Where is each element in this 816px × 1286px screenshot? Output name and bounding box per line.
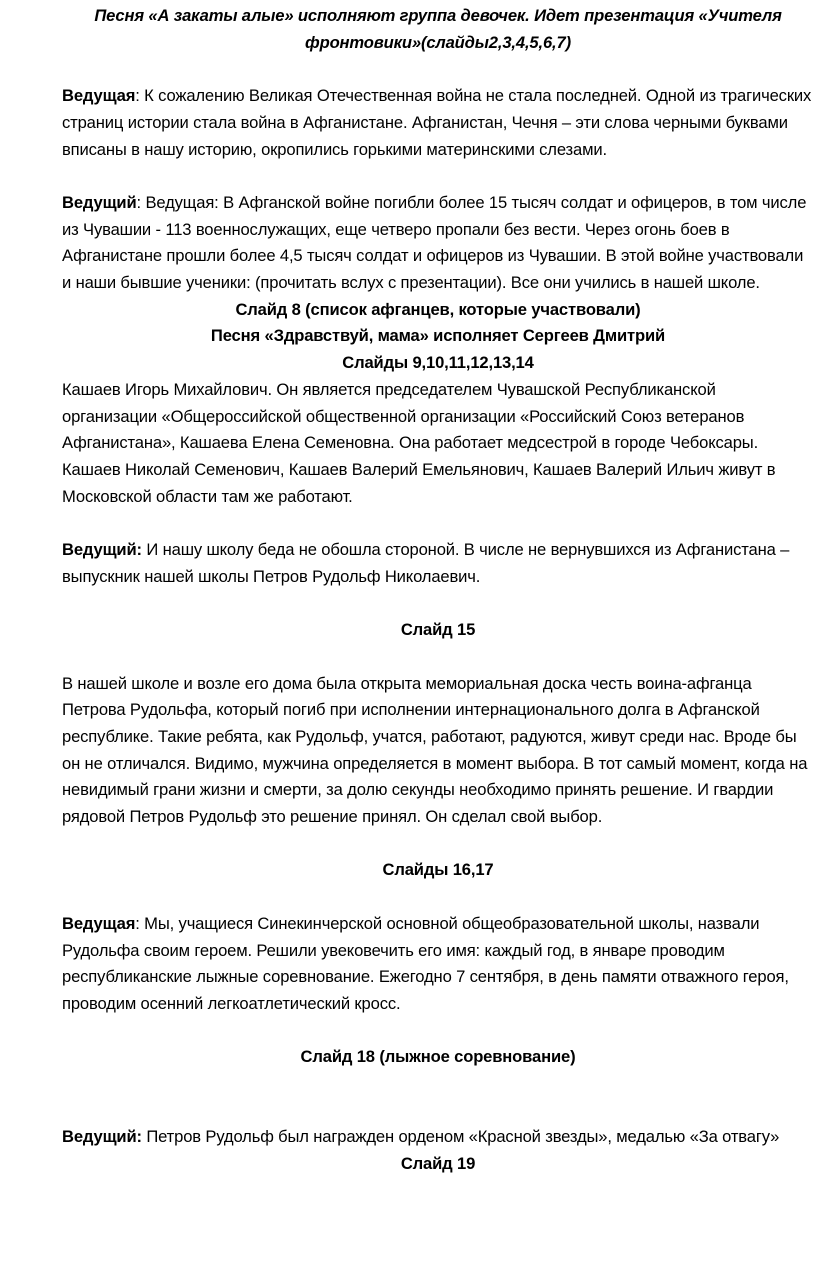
paragraph-5: В нашей школе и возле его дома была открыта мемориальная доска честь воина-афганца Петрова Рудольфа, который погиб при исполнении интернационального долга в Афганской республике. Такие ребята, как Рудольф, учатся, работают, радуются, живут среди нас. Вроде бы он не отличался. Видимо, мужчина определяется в момент выбора. В тот самый момент, когда на невидимый грани жизни и смерти, за долю секунды необходимо принять решение. И гвардии рядовой Петров Рудольф это решение принял. Он сделал свой выбор. bbox=[62, 673, 808, 827]
slide-15-heading: Слайд 15 bbox=[400, 620, 476, 640]
speaker-label: Ведущий: bbox=[62, 540, 142, 560]
document-page bbox=[62, 0, 814, 1178]
paragraph-7 bbox=[62, 1124, 814, 1151]
slides-16-17-heading: Слайды 16,17 bbox=[382, 860, 494, 880]
spacer bbox=[62, 56, 814, 83]
spacer bbox=[62, 1098, 814, 1125]
intro-heading: Песня «А закаты алые» исполняют группа девочек. Идет презентация «Учителя фронтовики»(слайды2,3,4,5,6,7) bbox=[94, 6, 782, 52]
slide-18-heading: Слайд 18 (лыжное соревнование) bbox=[300, 1047, 576, 1067]
slide-19-heading: Слайд 19 bbox=[400, 1154, 476, 1174]
paragraph-4 bbox=[62, 537, 814, 590]
speaker-label: Ведущий bbox=[62, 192, 137, 212]
speaker-label: Ведущая bbox=[62, 913, 136, 933]
paragraph-text: И нашу школу беда не обошла стороной. В числе не вернувшихся из Афганистана – выпускник нашей школы Петров Рудольф Николаевич. bbox=[62, 540, 790, 586]
paragraph-text: : Ведущая: В Афганской войне погибли более 15 тысяч солдат и офицеров, в том числе из Чувашии - 113 военнослужащих, еще четверо пропали без вести. Через огонь боев в Афганистане прошли более 4,5 тысяч солдат и офицеров из Чувашии. В этой войне участвовали и наши бывшие ученики: (прочитать вслух с презентации). Все они учились в нашей школе. bbox=[62, 192, 807, 292]
paragraph-3: Кашаев Игорь Михайлович. Он является председателем Чувашской Республиканской организации «Общероссийской общественной организации «Российский Союз ветеранов Афганистана», Кашаева Елена Семеновна. Она работает медсестрой в городе Чебоксары. Кашаев Николай Семенович, Кашаев Валерий Емельянович, Кашаев Валерий Ильич живут в Московской области там же работают. bbox=[62, 379, 776, 506]
song-heading: Песня «Здравствуй, мама» исполняет Сергеев Дмитрий bbox=[210, 326, 666, 346]
slides-9-14-heading: Слайды 9,10,11,12,13,14 bbox=[342, 353, 534, 373]
paragraph-2 bbox=[62, 190, 814, 297]
paragraph-text: Петров Рудольф был награжден орденом «Красной звезды», медалью «За отвагу» bbox=[141, 1127, 780, 1147]
spacer bbox=[62, 510, 814, 537]
speaker-label: Ведущий: bbox=[62, 1127, 142, 1147]
paragraph-6 bbox=[62, 911, 814, 1018]
spacer bbox=[62, 884, 814, 911]
speaker-label: Ведущая bbox=[62, 86, 136, 106]
slide-8-heading: Слайд 8 (список афганцев, которые участвовали) bbox=[235, 299, 641, 319]
spacer bbox=[62, 831, 814, 858]
paragraph-text: : Мы, учащиеся Синекинчерской основной общеобразовательной школы, назвали Рудольфа своим героем. Решили увековечить его имя: каждый год, в январе проводим республиканские лыжные соревнование. Ежегодно 7 сентября, в день памяти отважного героя, проводим осенний легкоатлетический кросс. bbox=[62, 913, 789, 1013]
spacer bbox=[62, 590, 814, 617]
paragraph-text: : К сожалению Великая Отечественная война не стала последней. Одной из трагических страниц истории стала война в Афганистане. Афганистан, Чечня – эти слова черными буквами вписаны в нашу историю, окропились горькими материнскими слезами. bbox=[62, 86, 812, 159]
spacer bbox=[62, 1071, 814, 1098]
spacer bbox=[62, 1018, 814, 1045]
paragraph-1 bbox=[62, 83, 814, 163]
spacer bbox=[62, 644, 814, 671]
spacer bbox=[62, 163, 814, 190]
